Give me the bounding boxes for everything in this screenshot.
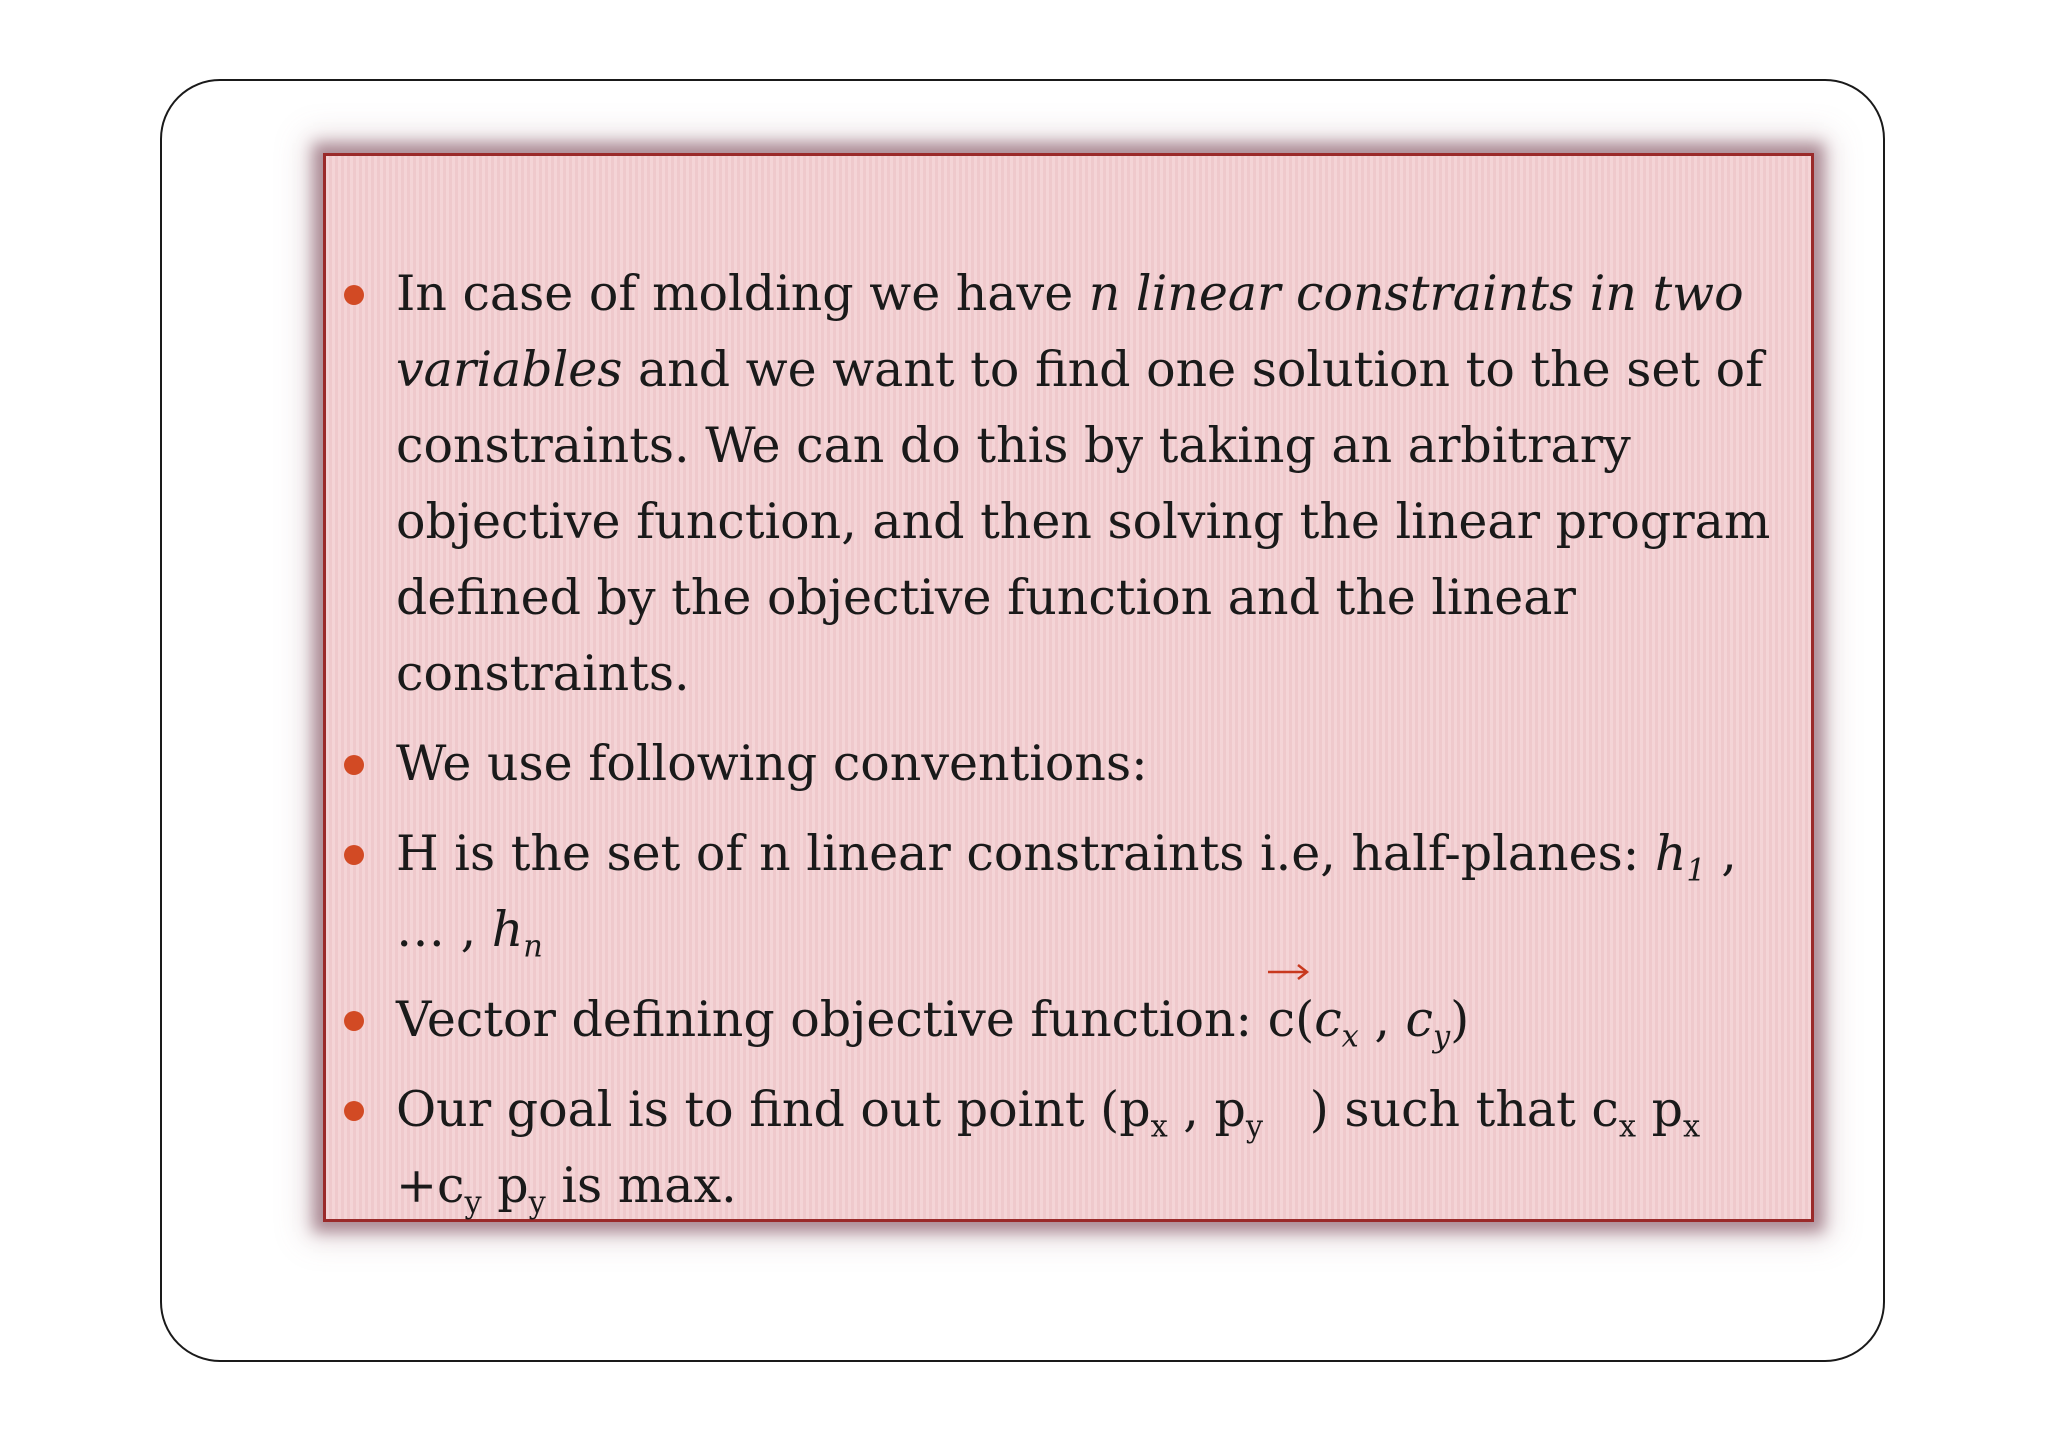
math-h: h xyxy=(491,901,524,958)
math-subscript: y xyxy=(1432,1019,1451,1055)
math-subscript: 1 xyxy=(1686,853,1706,889)
math-subscript: x xyxy=(1341,1019,1359,1055)
bullet-text-italic: n linear constraints in two variables xyxy=(396,265,1744,398)
vector-c xyxy=(1268,982,1295,1058)
bullet-item-molding xyxy=(396,256,1796,712)
math-subscript: n xyxy=(523,929,543,965)
vector-arrow-icon xyxy=(1266,960,1312,984)
bullet-text: and we want to find one solution to the set of constraints. We can do this by taking an arbitrary objective function, and then solving the linear program defined by the objective function and the linear constraints. xyxy=(396,341,1771,702)
math-separator: , … , xyxy=(396,825,1737,958)
bullet-dot-icon xyxy=(344,1101,364,1121)
math-separator: , xyxy=(1358,991,1406,1048)
bullet-item-half-planes xyxy=(396,816,1796,968)
bullet-dot-icon xyxy=(344,755,364,775)
bullet-text: H is the set of n linear constraints i.e, half-planes: xyxy=(396,825,1655,882)
bullet-dot-icon xyxy=(344,285,364,305)
bullet-text: We use following conventions: xyxy=(396,735,1148,792)
bullet-text: Our goal is to find out point (p xyxy=(396,1081,1151,1138)
bullet-dot-icon xyxy=(344,845,364,865)
math-h: h xyxy=(1654,825,1687,882)
content-panel xyxy=(323,153,1814,1222)
math-c: c xyxy=(1314,991,1342,1048)
bullet-dot-icon xyxy=(344,1011,364,1031)
math-subscript: x xyxy=(1618,1109,1636,1145)
bullet-text: is max. xyxy=(545,1157,737,1214)
math-paren: ) xyxy=(1450,991,1470,1048)
bullet-text: ) such that c xyxy=(1262,1081,1619,1138)
math-c: c xyxy=(1405,991,1433,1048)
bullet-list xyxy=(396,256,1796,1238)
bullet-text: p xyxy=(481,1157,529,1214)
math-subscript: y xyxy=(1245,1109,1263,1145)
math-paren: ( xyxy=(1295,991,1315,1048)
bullet-text: , p xyxy=(1167,1081,1246,1138)
math-subscript: x xyxy=(1682,1109,1701,1145)
bullet-item-conventions xyxy=(396,726,1796,802)
math-subscript: x xyxy=(1150,1109,1168,1145)
bullet-item-goal xyxy=(396,1072,1796,1224)
bullet-item-objective-vector xyxy=(396,982,1796,1058)
bullet-text: Vector defining objective function: xyxy=(396,991,1268,1048)
math-subscript: y xyxy=(528,1185,546,1221)
bullet-text: p xyxy=(1636,1081,1683,1138)
bullet-text: +c xyxy=(396,1157,465,1214)
vector-letter: c xyxy=(1267,991,1296,1048)
bullet-text: In case of molding we have xyxy=(396,265,1089,322)
math-subscript: y xyxy=(464,1185,482,1221)
